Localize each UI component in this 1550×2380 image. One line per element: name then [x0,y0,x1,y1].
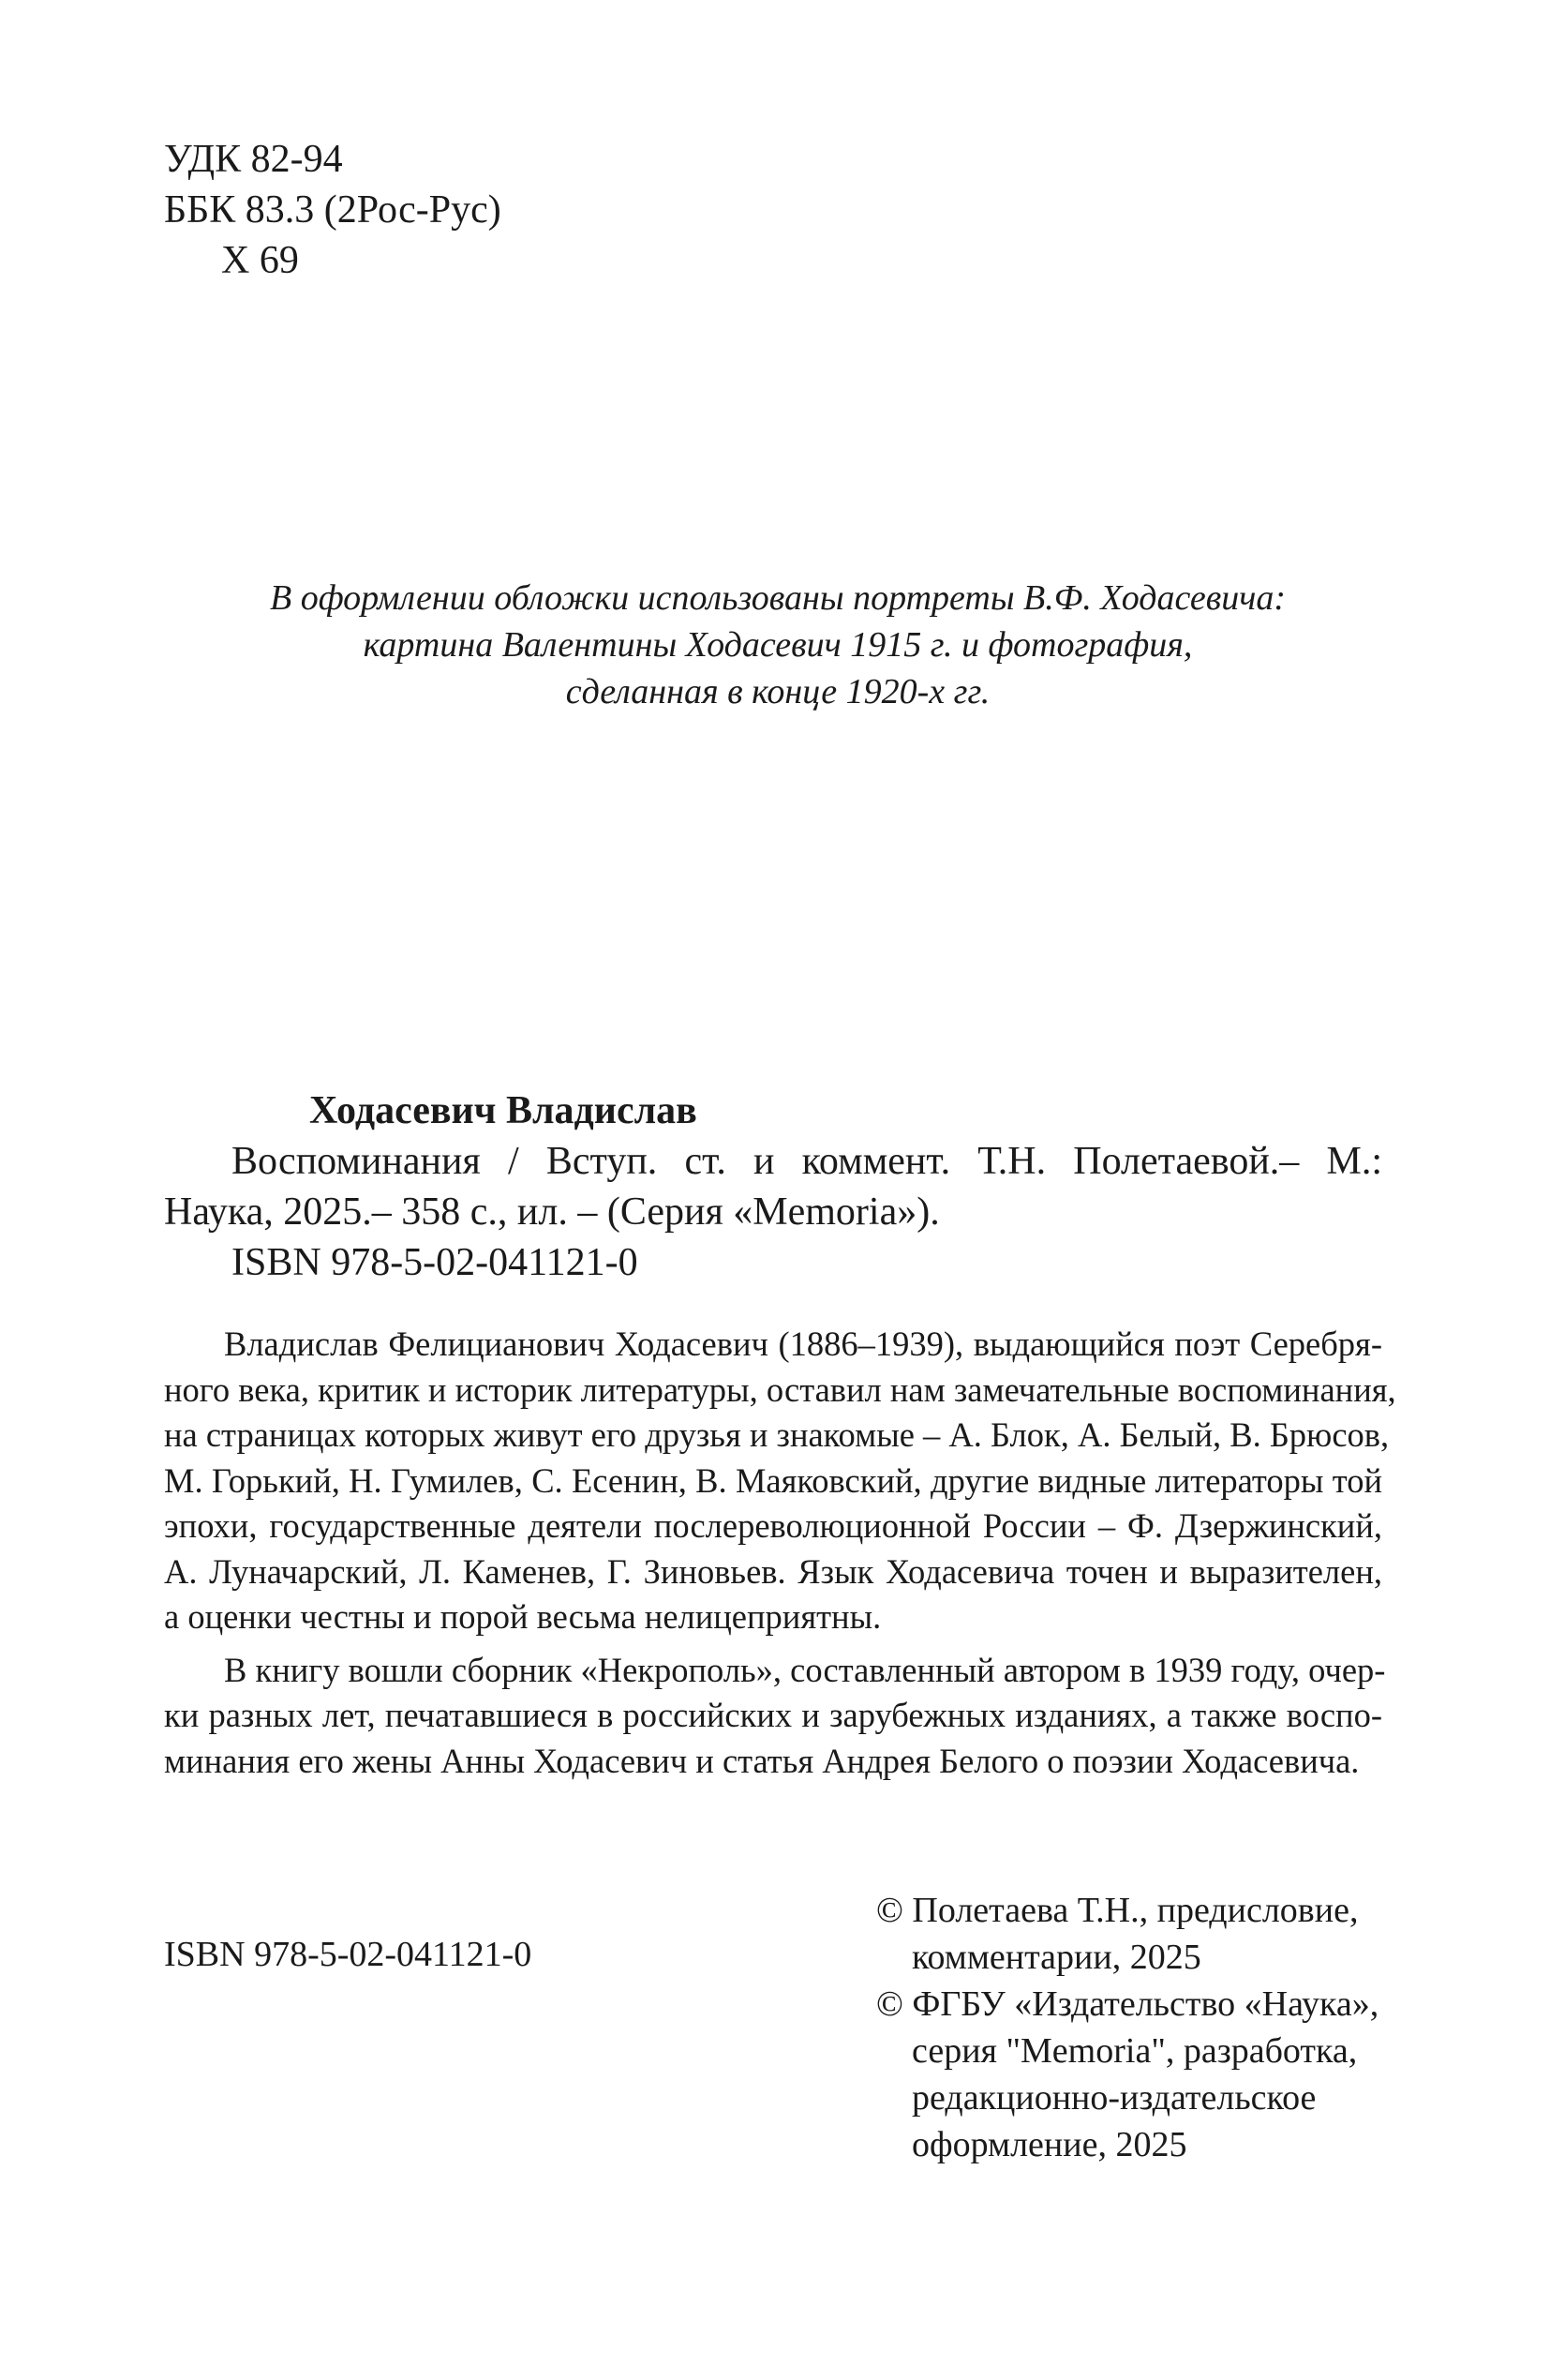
author-mark: Х 69 [221,239,299,282]
bibliographic-record [164,1085,1382,1288]
annotation-line: А. Луначарский, Л. Каменев, Г. Зиновьев. Язык Ходасевича точен и выразителен, [164,1551,1382,1591]
annotation-line: ки разных лет, печатавшиеся в российских и зарубежных изданиях, а также воспо- [164,1696,1382,1734]
annotation-line: ного века, критик и историк литературы, оставил нам замечательные воспоминания, [164,1370,1396,1409]
copyright-line: комментарии, 2025 [912,1938,1201,1977]
annotation-line: минания его жены Анны Ходасевич и статья Андрея Белого о поэзии Ходасевича. [164,1741,1360,1780]
copyright-notice [876,1981,1401,2168]
copyright-line: © Полетаева Т.Н., предисловие, [876,1891,1359,1930]
annotation-paragraph [164,1648,1386,1785]
bbk-code: ББК 83.3 (2Рос-Рус) [164,188,501,232]
copyright-line: © ФГБУ «Издательство «Наука», [876,1984,1379,2024]
cover-design-note [150,575,1406,715]
isbn-footer: ISBN 978-5-02-041121-0 [164,1935,532,1974]
copyright-block [876,1887,1401,2168]
copyright-line: серия "Memoria", разработка, [912,2031,1358,2071]
annotation-line: на страницах которых живут его друзья и знакомые – А. Блок, А. Белый, В. Брюсов, [164,1415,1390,1454]
bibliographic-description-line: Наука, 2025.– 358 с., ил. – (Серия «Memoria»). [164,1190,940,1234]
copyright-notice [876,1887,1401,1981]
cover-note-line: В оформлении обложки использованы портреты В.Ф. Ходасевича: [269,578,1287,618]
annotation-line: Владислав Фелицианович Ходасевич (1886–1939), выдающийся поэт Серебря- [224,1325,1382,1363]
copyright-line: редакционно-издательское [912,2078,1317,2118]
annotation-paragraph [164,1322,1396,1640]
udk-code: УДК 82-94 [164,138,343,181]
annotation [164,1322,1396,1784]
annotation-line: М. Горький, Н. Гумилев, С. Есенин, В. Маяковский, другие видные литераторы той [164,1460,1382,1500]
classification-codes [164,134,501,286]
annotation-line: В книгу вошли сборник «Некрополь», составленный автором в 1939 году, очер- [224,1650,1386,1689]
bibliographic-description-line: Воспоминания / Вступ. ст. и коммент. Т.Н. Полетаевой.– М.: [231,1140,1382,1183]
annotation-line: эпохи, государственные деятели послереволюционной России – Ф. Дзержинский, [164,1506,1382,1545]
annotation-line: а оценки честны и порой весьма нелицеприятны. [164,1597,882,1636]
isbn-record: ISBN 978-5-02-041121-0 [231,1241,638,1284]
author-heading: Ходасевич Владислав [309,1089,697,1132]
copyright-line: оформление, 2025 [912,2125,1187,2164]
cover-note-line: картина Валентины Ходасевич 1915 г. и фотография, [363,625,1193,665]
cover-note-line: сделанная в конце 1920-х гг. [565,672,991,711]
